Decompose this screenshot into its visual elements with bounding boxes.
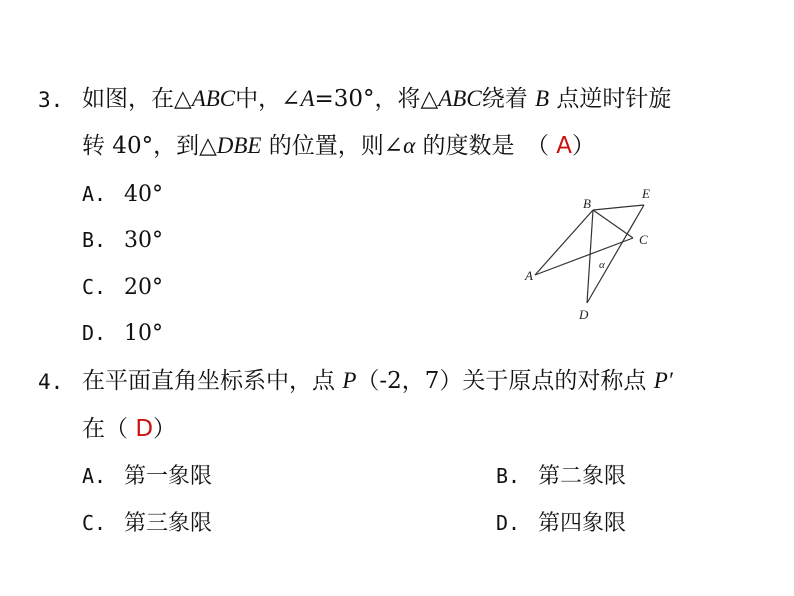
q3-angle-a: A	[300, 86, 315, 111]
question-3-stem-line-1	[82, 84, 671, 114]
q3-text: 转 40°，到△	[82, 133, 217, 159]
q3-triangle-dbe: DBE	[216, 133, 262, 158]
option-text: 40°	[124, 182, 163, 207]
option-text: 第四象限	[538, 511, 627, 536]
q4-point-p-prime: P′	[653, 368, 673, 393]
option-label: A.	[82, 464, 107, 488]
question-4-number: 4.	[38, 370, 64, 394]
q4-option-b	[496, 462, 626, 491]
option-text: 第三象限	[124, 511, 213, 536]
option-label: D.	[82, 321, 107, 345]
option-text: 第一象限	[124, 464, 213, 489]
diagram-lines	[535, 205, 644, 303]
q4-text: 在平面直角坐标系中，点	[82, 368, 343, 394]
option-text: 30°	[124, 228, 163, 253]
label-c: C	[639, 232, 648, 247]
label-b: B	[583, 196, 591, 211]
question-3-number: 3.	[38, 88, 64, 112]
q3-triangle-abc: ABC	[191, 86, 236, 111]
q3-point-b: B	[535, 86, 550, 111]
q4-option-c	[82, 509, 212, 538]
option-text: 第二象限	[538, 464, 627, 489]
q3-text: 的位置，则∠	[261, 133, 404, 159]
q3-answer: A	[556, 133, 573, 159]
label-alpha: α	[599, 259, 605, 271]
q3-triangle-abc: ABC	[438, 86, 482, 111]
q3-angle-alpha: α	[403, 133, 416, 158]
label-d: D	[579, 307, 589, 322]
segment-ed	[587, 205, 644, 303]
question-4-stem-line-1	[82, 366, 673, 396]
option-text: 10°	[124, 321, 163, 346]
question-3-stem-line-2	[82, 131, 595, 161]
segment-ba	[535, 210, 593, 275]
option-label: D.	[496, 511, 521, 535]
q3-text: =30°，将△	[314, 86, 439, 112]
option-label: B.	[496, 464, 521, 488]
segment-bc	[593, 210, 633, 238]
option-label: C.	[82, 275, 107, 299]
q4-option-d	[496, 509, 626, 538]
q4-text: （-2，7）关于原点的对称点	[356, 368, 654, 394]
q4-point-p: P	[342, 368, 357, 393]
segment-bd	[587, 210, 593, 303]
q4-option-a	[82, 462, 212, 491]
segment-ac	[535, 238, 633, 275]
label-e: E	[642, 186, 650, 201]
q4-close-paren: ）	[153, 416, 177, 442]
q3-option-c	[82, 273, 163, 302]
q3-text: 中，∠	[235, 86, 301, 112]
option-text: 20°	[124, 275, 163, 300]
q3-text: 如图，在△	[82, 86, 192, 112]
segment-be	[593, 205, 644, 210]
question-4-stem-line-2	[82, 414, 176, 444]
q3-close-paren: ）	[572, 133, 596, 159]
q3-option-a	[82, 180, 163, 209]
q4-text: 在（	[82, 416, 136, 442]
option-label: B.	[82, 228, 107, 252]
q4-answer: D	[135, 416, 154, 442]
q3-text: 点逆时针旋	[549, 86, 672, 112]
label-a: A	[525, 268, 533, 283]
q3-text: 的度数是 （	[415, 133, 557, 159]
option-label: C.	[82, 511, 107, 535]
q3-option-b	[82, 226, 163, 255]
option-label: A.	[82, 182, 107, 206]
q3-option-d	[82, 319, 163, 348]
rotation-diagram	[515, 182, 665, 324]
q3-text: 绕着	[481, 86, 535, 112]
